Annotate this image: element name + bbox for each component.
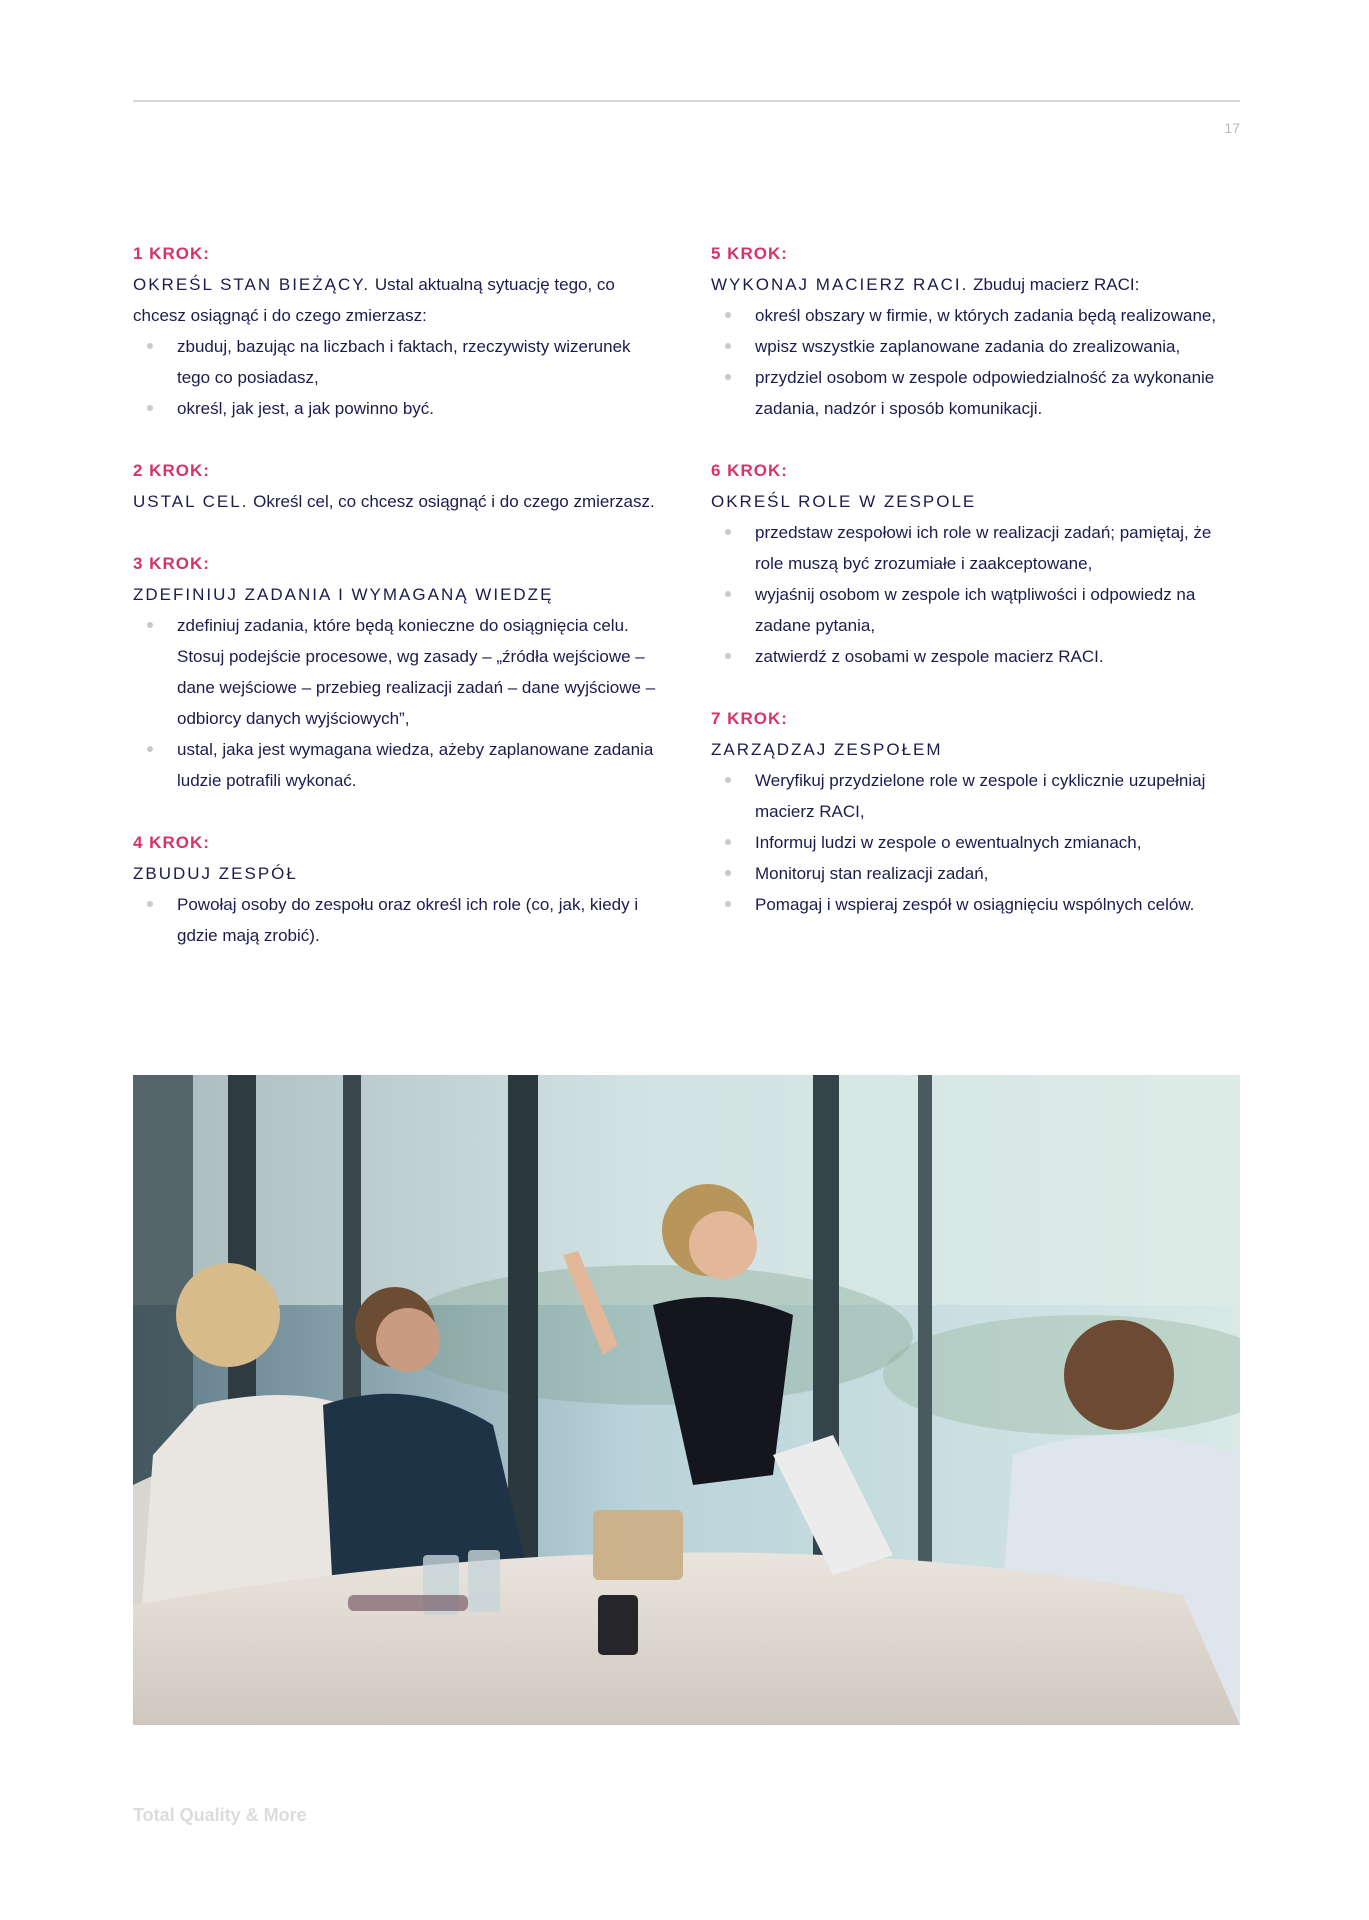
step-title bbox=[133, 579, 661, 610]
list-item: Powołaj osoby do zespołu oraz określ ich role (co, jak, kiedy i gdzie mają zrobić). bbox=[133, 889, 661, 951]
header-rule bbox=[133, 100, 1240, 102]
list-item: Informuj ludzi w zespole o ewentualnych zmianach, bbox=[711, 827, 1239, 858]
step-label: 6 KROK: bbox=[711, 461, 788, 480]
step-title bbox=[711, 734, 1239, 765]
step-block bbox=[133, 827, 661, 951]
list-item: przedstaw zespołowi ich role w realizacji zadań; pamiętaj, że role muszą być zrozumiałe i zaakceptowane, bbox=[711, 517, 1239, 579]
list-item: wyjaśnij osobom w zespole ich wątpliwości i odpowiedz na zadane pytania, bbox=[711, 579, 1239, 641]
step-label: 4 KROK: bbox=[133, 833, 210, 852]
left-column bbox=[133, 238, 661, 982]
right-column bbox=[711, 238, 1239, 951]
step-title-caps: USTAL CEL. bbox=[133, 492, 249, 511]
step-title bbox=[133, 858, 661, 889]
step-bullet-list bbox=[711, 300, 1239, 424]
step-title-text: Określ cel, co chcesz osiągnąć i do czego zmierzasz. bbox=[248, 492, 655, 511]
step-bullet-list bbox=[133, 889, 661, 951]
step-block bbox=[711, 238, 1239, 424]
step-block bbox=[133, 455, 661, 517]
step-bullet-list bbox=[133, 331, 661, 424]
step-title-caps: ZBUDUJ ZESPÓŁ bbox=[133, 864, 298, 883]
list-item: zbuduj, bazując na liczbach i faktach, rzeczywisty wizerunek tego co posiadasz, bbox=[133, 331, 661, 393]
step-title-caps: OKREŚL STAN BIEŻĄCY. bbox=[133, 275, 371, 294]
step-label: 7 KROK: bbox=[711, 709, 788, 728]
list-item: wpisz wszystkie zaplanowane zadania do zrealizowania, bbox=[711, 331, 1239, 362]
step-label: 1 KROK: bbox=[133, 244, 210, 263]
step-bullet-list bbox=[711, 765, 1239, 920]
list-item: Monitoruj stan realizacji zadań, bbox=[711, 858, 1239, 889]
list-item: Weryfikuj przydzielone role w zespole i cyklicznie uzupełniaj macierz RACI, bbox=[711, 765, 1239, 827]
step-bullet-list bbox=[711, 517, 1239, 672]
step-title bbox=[711, 486, 1239, 517]
step-title-text: Zbuduj macierz RACI: bbox=[968, 275, 1140, 294]
list-item: zatwierdź z osobami w zespole macierz RACI. bbox=[711, 641, 1239, 672]
step-title-caps: ZARZĄDZAJ ZESPOŁEM bbox=[711, 740, 943, 759]
step-bullet-list bbox=[133, 610, 661, 796]
step-title bbox=[711, 269, 1239, 300]
list-item: ustal, jaka jest wymagana wiedza, ażeby zaplanowane zadania ludzie potrafili wykonać. bbox=[133, 734, 661, 796]
team-meeting-photo bbox=[133, 1075, 1240, 1725]
step-title bbox=[133, 269, 661, 331]
page-number: 17 bbox=[1224, 120, 1240, 136]
step-title-text: Ustal aktualną sytuację tego, co chcesz osiągnąć i do czego zmierzasz: bbox=[133, 275, 615, 325]
list-item: zdefiniuj zadania, które będą konieczne do osiągnięcia celu. Stosuj podejście procesowe, wg zasady – „źródła wejściowe – dane wejściowe – przebieg realizacji zadań – dane wyjściowe – odbiorcy danych wyjściowych”, bbox=[133, 610, 661, 734]
step-block bbox=[133, 548, 661, 796]
step-title-caps: ZDEFINIUJ ZADANIA I WYMAGANĄ WIEDZĘ bbox=[133, 585, 554, 604]
list-item: przydziel osobom w zespole odpowiedzialność za wykonanie zadania, nadzór i sposób komunikacji. bbox=[711, 362, 1239, 424]
step-label: 2 KROK: bbox=[133, 461, 210, 480]
step-title-caps: OKREŚL ROLE W ZESPOLE bbox=[711, 492, 977, 511]
step-title bbox=[133, 486, 661, 517]
step-title-caps: WYKONAJ MACIERZ RACI. bbox=[711, 275, 969, 294]
footer-brand: Total Quality & More bbox=[133, 1805, 307, 1825]
step-block bbox=[133, 238, 661, 424]
list-item: określ, jak jest, a jak powinno być. bbox=[133, 393, 661, 424]
step-label: 3 KROK: bbox=[133, 554, 210, 573]
step-block bbox=[711, 703, 1239, 920]
step-block bbox=[711, 455, 1239, 672]
step-label: 5 KROK: bbox=[711, 244, 788, 263]
list-item: Pomagaj i wspieraj zespół w osiągnięciu wspólnych celów. bbox=[711, 889, 1239, 920]
list-item: określ obszary w firmie, w których zadania będą realizowane, bbox=[711, 300, 1239, 331]
